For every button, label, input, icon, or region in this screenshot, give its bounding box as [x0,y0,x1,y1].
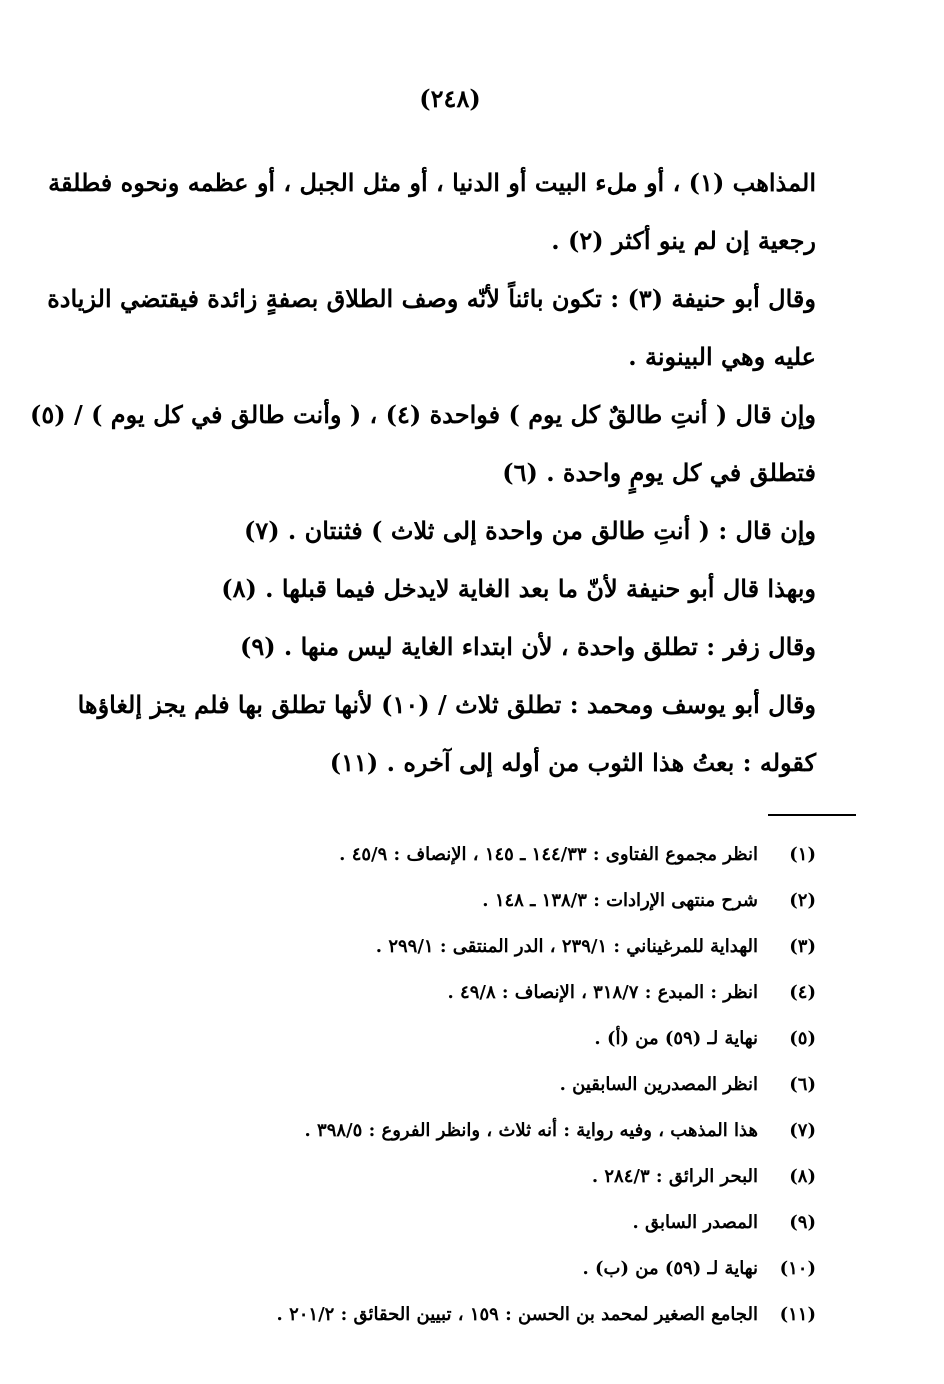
footnote-number: (٦) [789,1074,816,1095]
footnote-text: نهاية لـ (٥٩) من (أ) . [594,1028,758,1049]
footnote-text: نهاية لـ (٥٩) من (ب) . [582,1258,758,1279]
footnote-number: (١) [789,844,816,865]
text-line: عليه وهي البينونة . [628,342,816,371]
footnote-number: (٥) [789,1028,816,1049]
footnote-number: (٨) [789,1166,816,1187]
text-line: وإن قال ( أنتِ طالقٌ كل يوم ) فواحدة (٤) ، ( وأنت طالق في كل يوم ) / (٥) [29,400,816,429]
footnote-number: (٣) [789,936,816,957]
footnote [104,1062,816,1108]
footnote [104,970,816,1016]
footnote-text: المصدر السابق . [632,1212,758,1233]
footnote [104,1108,816,1154]
footnote-text: انظر المصدرين السابقين . [559,1074,758,1095]
footnote-text: الهداية للمرغيناني : ٢٣٩/١ ، الدر المنتقى : ٢٩٩/١ . [375,936,758,957]
footnote-number: (٢) [789,890,816,911]
text-line: وبهذا قال أبو حنيفة لأنّ ما بعد الغاية لايدخل فيما قبلها . (٨) [221,574,816,603]
text-line: رجعية إن لم ينو أكثر (٢) . [551,226,816,255]
footnote-number: (٩) [789,1212,816,1233]
footnote [104,1246,816,1292]
footnote-number: (٧) [789,1120,816,1141]
text-line: وقال زفر : تطلق واحدة ، لأن ابتداء الغاية ليس منها . (٩) [239,632,816,661]
footnote-text: شرح منتهى الإرادات : ١٣٨/٣ ـ ١٤٨ . [482,890,758,911]
footnote-text: انظر مجموع الفتاوى : ١٤٤/٣٣ ـ ١٤٥ ، الإنصاف : ٤٥/٩ . [339,844,758,865]
footnote [104,1292,816,1338]
text-line: وإن قال : ( أنتِ طالق من واحدة إلى ثلاث ) فثنتان . (٧) [243,516,816,545]
text-line: فتطلق في كل يومٍ واحدة . (٦) [502,458,816,487]
text-line: وقال أبو حنيفة (٣) : تكون بائناً لأنّه وصف الطلاق بصفةٍ زائدة فيقتضي الزيادة [47,284,816,313]
footnote [104,878,816,924]
main-text [29,154,816,792]
footnote [104,832,816,878]
footnote [104,1154,816,1200]
footnote-number: (١١) [779,1304,816,1325]
footnote-number: (٤) [789,982,816,1003]
footnotes [104,832,816,1338]
footnote-separator [768,814,856,816]
footnote-text: انظر : المبدع : ٣١٨/٧ ، الإنصاف : ٤٩/٨ . [447,982,758,1003]
footnote [104,1016,816,1062]
footnote-text: الجامع الصغير لمحمد بن الحسن : ١٥٩ ، تبيين الحقائق : ٢٠١/٢ . [276,1304,758,1325]
footnote-number: (١٠) [779,1258,816,1279]
footnote-text: هذا المذهب ، وفيه رواية : أنه ثلاث ، وانظر الفروع : ٣٩٨/٥ . [304,1120,758,1141]
footnote [104,924,816,970]
page-number: (٢٤٨) [419,84,481,113]
text-line: المذاهب (١) ، أو ملء البيت أو الدنيا ، أو مثل الجبل ، أو عظمه ونحوه فطلقة [48,168,816,197]
footnote [104,1200,816,1246]
text-line: وقال أبو يوسف ومحمد : تطلق ثلاث / (١٠) لأنها تطلق بها فلم يجز إلغاؤها [77,690,816,719]
footnote-text: البحر الرائق : ٢٨٤/٣ . [591,1166,758,1187]
text-line: كقوله : بعتُ هذا الثوب من أوله إلى آخره . (١١) [329,748,816,777]
